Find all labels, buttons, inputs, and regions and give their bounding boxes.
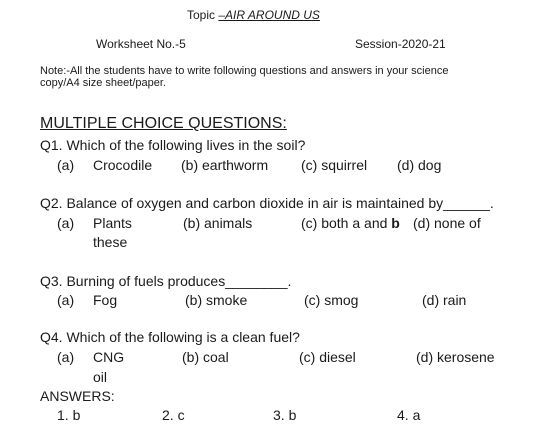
q4-option-a: CNG xyxy=(93,349,125,365)
q2-option-d: (d) none of xyxy=(413,215,481,231)
answer-1: 1. b xyxy=(57,407,81,423)
q1-option-c: (c) squirrel xyxy=(301,157,368,173)
q4-option-d: (d) kerosene xyxy=(416,349,495,365)
answer-4: 4. a xyxy=(397,407,421,423)
q2-option-a: Plants xyxy=(93,215,132,231)
section-title: MULTIPLE CHOICE QUESTIONS: xyxy=(40,115,287,132)
q2-option-c: (c) both a and b xyxy=(301,215,400,231)
q1-option-b: (b) earthworm xyxy=(181,157,269,173)
q4-option-c: (c) diesel xyxy=(299,349,356,365)
answer-2: 2. c xyxy=(162,407,185,423)
answers-title: ANSWERS: xyxy=(40,388,115,404)
q4-option-a-label: (a) xyxy=(57,349,75,365)
question-2: Q2. Balance of oxygen and carbon dioxide in air is maintained by______. xyxy=(40,195,494,211)
q1-option-d: (d) dog xyxy=(397,157,442,173)
topic-title: –AIR AROUND US xyxy=(218,8,320,22)
session: Session-2020-21 xyxy=(355,37,446,51)
q2-option-b: (b) animals xyxy=(183,215,253,231)
topic-label: Topic xyxy=(187,8,219,22)
q3-option-a-label: (a) xyxy=(57,292,75,308)
q3-option-c: (c) smog xyxy=(304,292,359,308)
q2-option-a-label: (a) xyxy=(57,215,75,231)
q2-option-a-cont: these xyxy=(93,234,128,250)
question-3: Q3. Burning of fuels produces________. xyxy=(40,273,292,289)
answer-3: 3. b xyxy=(273,407,297,423)
q4-option-a-cont: oil xyxy=(93,369,108,385)
q1-option-a-label: (a) xyxy=(57,157,75,173)
q3-option-b: (b) smoke xyxy=(185,292,248,308)
note-line-1: Note:-All the students have to write following questions and answers in your science xyxy=(40,65,449,77)
topic-line xyxy=(187,9,320,21)
q3-option-d: (d) rain xyxy=(422,292,467,308)
question-4: Q4. Which of the following is a clean fuel? xyxy=(40,329,300,345)
question-1: Q1. Which of the following lives in the soil? xyxy=(40,137,306,153)
q1-option-a: Crocodile xyxy=(93,157,153,173)
q3-option-a: Fog xyxy=(93,292,118,308)
worksheet-number: Worksheet No.-5 xyxy=(96,37,186,51)
q4-option-b: (b) coal xyxy=(182,349,229,365)
note-line-2: copy/A4 size sheet/paper. xyxy=(40,77,166,89)
